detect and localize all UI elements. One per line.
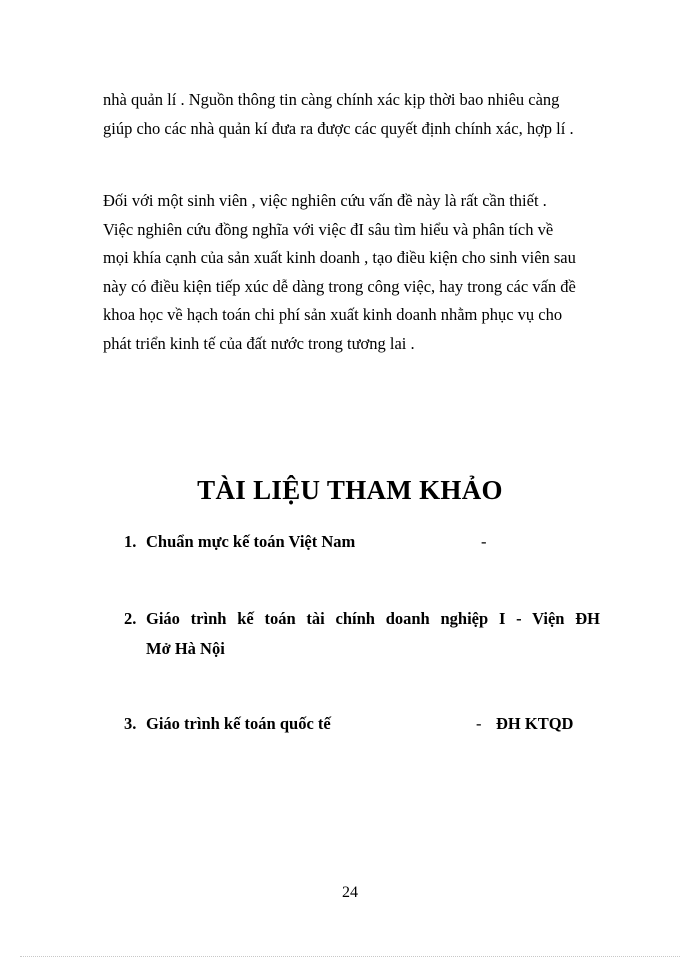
paragraph-line: giúp cho các nhà quản kí đưa ra được các quyết định chính xác, hợp lí . bbox=[103, 118, 574, 138]
paragraph-line: khoa học về hạch toán chi phí sản xuất kinh doanh nhằm phục vụ cho bbox=[103, 305, 563, 324]
reference-item bbox=[124, 604, 600, 664]
reference-title: Chuẩn mực kế toán Việt Nam bbox=[146, 532, 356, 551]
paragraph-line: Đối với một sinh viên , việc nghiên cứu vấn đề này là rất cần thiết . bbox=[103, 191, 547, 210]
paragraph-line: này có điều kiện tiếp xúc dễ dàng trong công việc, hay trong các vấn đề bbox=[103, 276, 576, 296]
reference-title-line-2: Mở Hà Nội bbox=[146, 639, 225, 658]
reference-source: ĐH KTQD bbox=[496, 714, 574, 733]
page-bottom-divider bbox=[20, 956, 680, 957]
reference-dash: - bbox=[476, 714, 482, 733]
reference-title-line-1 bbox=[124, 604, 600, 634]
paragraph-intro-continuation bbox=[103, 86, 597, 143]
reference-number: 1. bbox=[124, 532, 137, 551]
paragraph-line: nhà quản lí . Nguồn thông tin càng chính xác kịp thời bao nhiêu càng bbox=[103, 90, 560, 109]
reference-title: Giáo trình kế toán quốc tế bbox=[146, 714, 331, 733]
paragraph-line: Việc nghiên cứu đồng nghĩa với việc đI sâu tìm hiểu và phân tích về bbox=[103, 219, 554, 239]
paragraph-line: phát triển kinh tế của đất nước trong tương lai . bbox=[103, 333, 415, 353]
reference-title: Giáo trình kế toán tài chính doanh nghiệp I - Viện ĐH bbox=[146, 609, 600, 628]
paragraph-student-importance bbox=[103, 187, 597, 358]
reference-number: 2. bbox=[124, 609, 137, 628]
references-heading: TÀI LIỆU THAM KHẢO bbox=[197, 475, 503, 505]
reference-item bbox=[124, 527, 600, 557]
reference-item bbox=[124, 709, 600, 739]
reference-number: 3. bbox=[124, 714, 137, 733]
page-number: 24 bbox=[342, 884, 358, 901]
paragraph-line: mọi khía cạnh của sản xuất kinh doanh , tạo điều kiện cho sinh viên sau bbox=[103, 248, 576, 267]
reference-dash: - bbox=[481, 532, 487, 551]
